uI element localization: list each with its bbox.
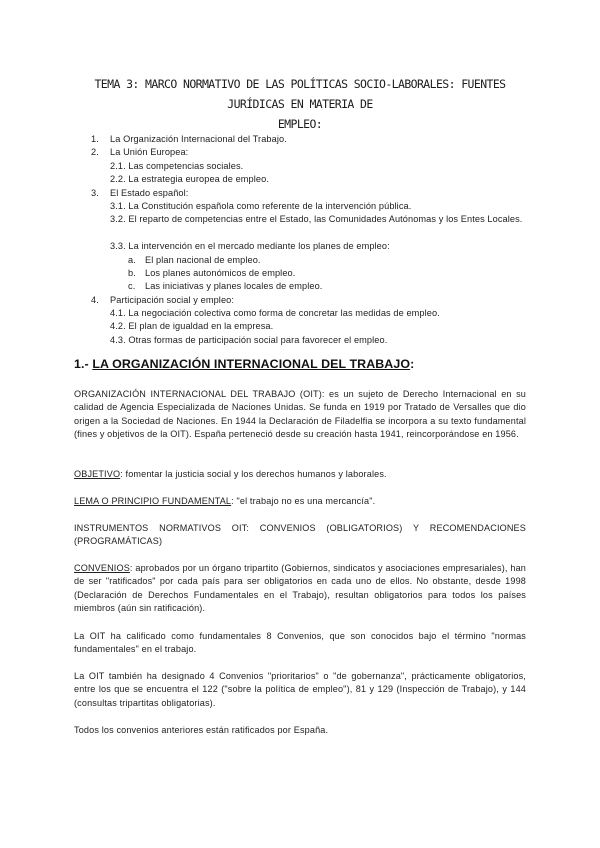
- objetivo-label: OBJETIVO: [74, 469, 121, 479]
- toc-item-3-1: 3.1. La Constitución española como referente de la intervención pública.: [110, 200, 412, 211]
- toc-item-3-3-c: c. Las iniciativas y planes locales de empleo.: [128, 281, 323, 292]
- toc-item-4-1: 4.1. La negociación colectiva como forma de concretar las medidas de empleo.: [110, 308, 440, 319]
- title-line-2: EMPLEO:: [277, 117, 323, 131]
- lema-text: : "el trabajo no es una mercancía".: [231, 496, 376, 506]
- fundamentales-paragraph: La OIT ha calificado como fundamentales 8 Convenios, que son conocidos bajo el término "normas fundamentales" en el trabajo.: [74, 631, 526, 655]
- toc-item-1: 1. La Organización Internacional del Trabajo.: [91, 134, 287, 144]
- toc-item-3-2: 3.2. El reparto de competencias entre el Estado, las Comunidades Autónomas y los Entes Locales.: [110, 214, 523, 225]
- toc-item-2-1: 2.1. Las competencias sociales.: [110, 160, 244, 171]
- instrumentos-paragraph: INSTRUMENTOS NORMATIVOS OIT: CONVENIOS (OBLIGATORIOS) Y RECOMENDACIONES (PROGRAMÁTICAS): [74, 523, 526, 547]
- ratificados-paragraph: Todos los convenios anteriores están ratificados por España.: [74, 725, 329, 735]
- convenios-text: : aprobados por un órgano tripartito (Gobiernos, sindicatos y asociaciones empresariales), han de ser "ratificados" por cada país para ser obligatorios en cada uno de ellos. No obstante, desde 1998 (Declaración de Derechos Fundamentales en el Trabajo), resultan obligatorios para todos los países miembros (aún sin ratificación).: [74, 563, 526, 614]
- section-heading: [74, 357, 414, 371]
- toc-item-3-3: 3.3. La intervención en el mercado mediante los planes de empleo:: [110, 241, 390, 252]
- title-line-1: TEMA 3: MARCO NORMATIVO DE LAS POLÍTICAS SOCIO-LABORALES: FUENTES JURÍDICAS EN MATERIA DE: [94, 77, 506, 111]
- toc-item-3-3-a: a. El plan nacional de empleo.: [128, 254, 261, 265]
- toc-item-4: 4. Participación social y empleo:: [91, 294, 235, 305]
- lema-paragraph: [74, 495, 526, 508]
- toc-item-4-2: 4.2. El plan de igualdad en la empresa.: [110, 321, 274, 332]
- toc-item-4-3: 4.3. Otras formas de participación social para favorecer el empleo.: [110, 334, 388, 345]
- convenios-paragraph: [74, 562, 526, 616]
- section-heading-text: LA ORGANIZACIÓN INTERNACIONAL DEL TRABAJO: [92, 357, 411, 371]
- section-heading-colon: :: [410, 357, 415, 371]
- convenios-label: CONVENIOS: [74, 563, 130, 573]
- prioritarios-paragraph: La OIT también ha designado 4 Convenios "prioritarios" o "de gobernanza", prácticamente obligatorios, entre los que se encuentra el 122 ("sobre la política de empleo"), 81 y 129 (Inspección de Trabajo), y 144 (consultas tripartitas obligatorias).: [74, 671, 526, 708]
- objetivo-paragraph: [74, 468, 526, 481]
- toc-item-3: 3. El Estado español:: [91, 187, 189, 198]
- toc-item-3-3-b: b. Los planes autonómicos de empleo.: [128, 267, 296, 278]
- document-title: [70, 74, 530, 134]
- objetivo-text: : fomentar la justicia social y los derechos humanos y laborales.: [120, 469, 387, 479]
- lema-label: LEMA O PRINCIPIO FUNDAMENTAL: [74, 496, 232, 506]
- toc-item-2: 2. La Unión Europea:: [91, 147, 189, 158]
- table-of-contents: [0, 133, 600, 347]
- oit-definition-paragraph: ORGANIZACIÓN INTERNACIONAL DEL TRABAJO (OIT): es un sujeto de Derecho Internacional en su calidad de Agencia Especializada de Naciones Unidas. Se funda en 1919 por Tratado de Versalles que dio origen a la Sociedad de Naciones. En 1944 la Declaración de Filadelfia se incorpora a su texto fundamental (fines y objetivos de la OIT). España perteneció desde su creación hasta 1941, reincorporándose en 1956.: [74, 389, 526, 440]
- toc-item-2-2: 2.2. La estrategia europea de empleo.: [110, 174, 269, 185]
- section-heading-prefix: 1.-: [74, 357, 93, 371]
